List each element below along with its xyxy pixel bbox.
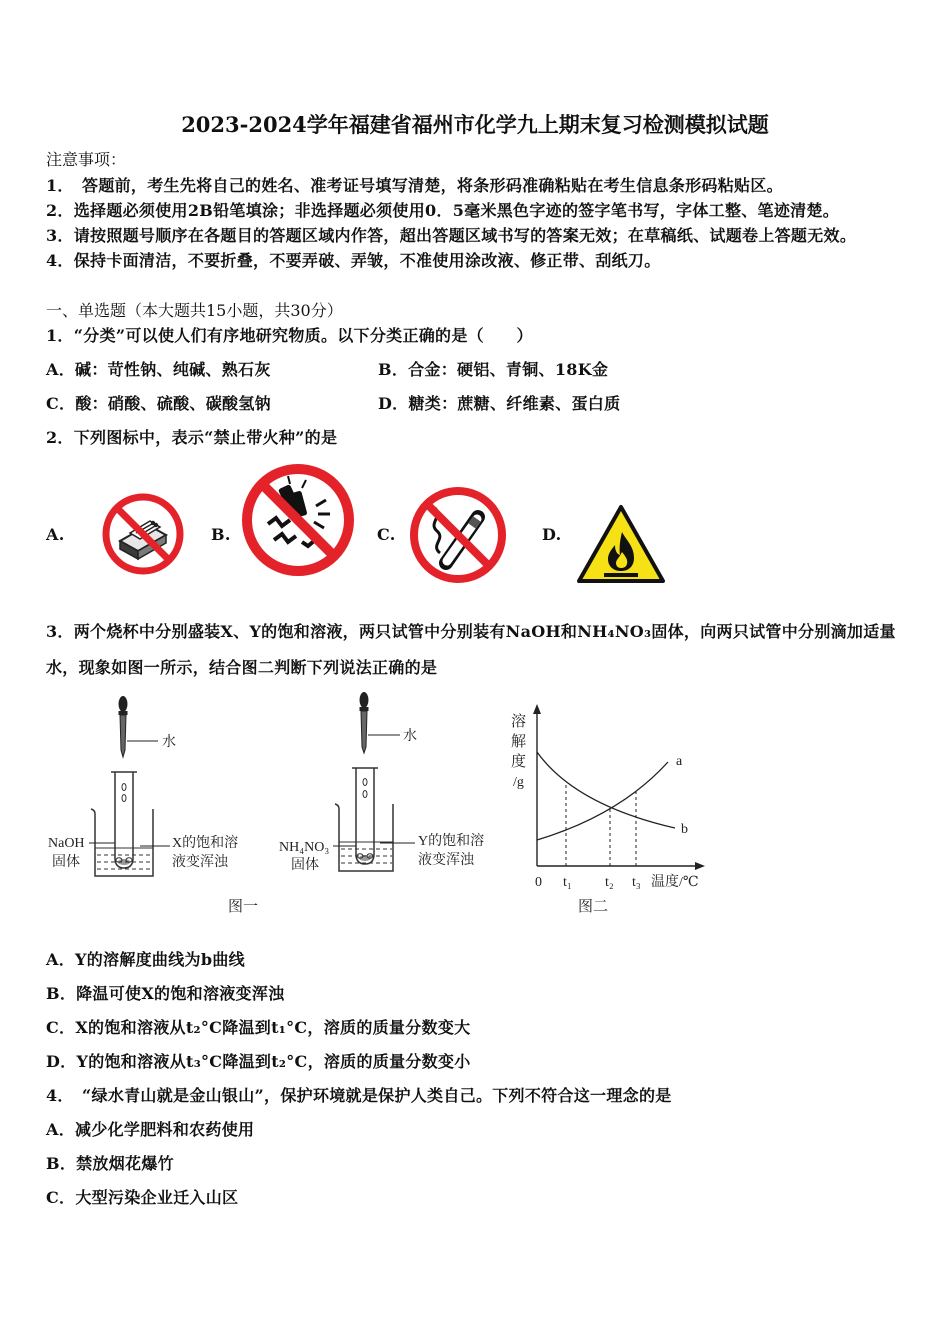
question-2-option-b-label: B.: [211, 525, 231, 544]
x-axis-arrow: [695, 862, 705, 870]
question-3-figures: [0, 688, 950, 920]
question-4-option-a: A．减少化学肥料和农药使用: [46, 1120, 255, 1139]
dropper-left: [119, 696, 128, 757]
solution-label-right-1: Y的饱和溶: [418, 834, 485, 849]
no-smoking-sign-icon: [406, 483, 510, 587]
question-2-option-a-label: A.: [46, 525, 65, 544]
figure-2: [511, 704, 705, 915]
figure-1: [48, 692, 484, 915]
figure-1-caption: 图一: [228, 899, 259, 915]
y-label-char: 度: [511, 754, 527, 770]
question-3-stem-line-2: 水，现象如图一所示，结合图二判断下列说法正确的是: [46, 658, 438, 677]
curve-b-label: b: [681, 822, 688, 837]
notice-item: 3．请按照题号顺序在各题目的答题区域内作答，超出答题区域书写的答案无效；在草稿纸、试题卷上答题无效。: [46, 226, 857, 245]
question-1-option-d: D．糖类：蔗糖、纤维素、蛋白质: [378, 394, 621, 413]
x-tick-t1: t₁: [563, 875, 572, 890]
question-1-stem: 1．“分类”可以使人们有序地研究物质。以下分类正确的是（ ）: [46, 326, 533, 345]
question-2-option-d-label: D.: [542, 525, 562, 544]
dropper-right: [360, 692, 369, 753]
solid-label-right-2: 固体: [291, 858, 319, 873]
y-label-char: /g: [513, 775, 524, 790]
figure-2-caption: 图二: [578, 899, 609, 915]
question-3-option-a: A．Y的溶解度曲线为b曲线: [46, 950, 245, 969]
question-4-option-b: B．禁放烟花爆竹: [46, 1154, 174, 1173]
water-label-right: 水: [403, 729, 417, 744]
x-axis-label: 温度/℃: [651, 875, 699, 890]
solution-label-left-1: X的饱和溶: [172, 836, 239, 851]
solution-label-left-2: 液变浑浊: [172, 855, 228, 870]
flammable-warning-sign-icon: [574, 502, 668, 586]
y-axis-arrow: [533, 704, 541, 714]
solid-label-left: NaOH: [48, 836, 85, 851]
test-tube-left: [111, 772, 137, 868]
notice-item: 4．保持卡面清洁，不要折叠，不要弄破、弄皱，不准使用涂改液、修正带、刮纸刀。: [46, 251, 661, 270]
question-2-option-c-label: C.: [377, 525, 396, 544]
solid-label-right: NH₄NO₃: [279, 840, 330, 855]
solid-label-left-2: 固体: [52, 855, 80, 870]
no-firecrackers-sign-icon: [240, 462, 356, 578]
x-tick-t2: t₂: [605, 875, 614, 890]
question-1-option-c: C．酸：硝酸、硫酸、碳酸氢钠: [46, 394, 271, 413]
test-tube-right: [352, 768, 378, 864]
question-3-option-d: D．Y的饱和溶液从t₃°C降温到t₂°C，溶质的质量分数变小: [46, 1052, 471, 1071]
question-3-option-c: C．X的饱和溶液从t₂°C降温到t₁°C，溶质的质量分数变大: [46, 1018, 471, 1037]
curve-b: [537, 752, 675, 828]
notice-item: 2．选择题必须使用2B铅笔填涂；非选择题必须使用0．5毫米黑色字迹的签字笔书写，字体工整、笔迹清楚。: [46, 201, 840, 220]
notice-item: 1． 答题前，考生先将自己的姓名、准考证号填写清楚，将条形码准确粘贴在考生信息条形码粘贴区。: [46, 176, 783, 195]
question-4-stem: 4． “绿水青山就是金山银山”，保护环境就是保护人类自己。下列不符合这一理念的是: [46, 1086, 672, 1105]
question-3-option-b: B．降温可使X的饱和溶液变浑浊: [46, 984, 285, 1003]
notice-heading: 注意事项：: [46, 150, 127, 169]
question-4-option-c: C．大型污染企业迁入山区: [46, 1188, 239, 1207]
question-2-stem: 2．下列图标中，表示“禁止带火种”的是: [46, 428, 338, 447]
question-3-stem-line-1: 3．两个烧杯中分别盛装X、Y的饱和溶液，两只试管中分别装有NaOH和NH₄NO₃固体，向两只试管中分别滴加适量: [46, 622, 896, 641]
water-label-left: 水: [162, 735, 176, 750]
y-label-char: 解: [511, 734, 527, 750]
question-1-option-a: A．碱：苛性钠、纯碱、熟石灰: [46, 360, 271, 379]
section-title: 一、单选题（本大题共15小题，共30分）: [46, 301, 343, 320]
page-title: 2023-2024学年福建省福州市化学九上期末复习检测模拟试题: [181, 112, 769, 137]
y-label-char: 溶: [511, 714, 527, 730]
solution-label-right-2: 液变浑浊: [418, 853, 474, 868]
question-1-option-b: B．合金：硬铝、青铜、18K金: [378, 360, 609, 379]
curve-a-label: a: [676, 754, 683, 769]
x-tick-t3: t₃: [632, 875, 641, 890]
no-matches-sign-icon: [100, 487, 186, 581]
origin-label: 0: [535, 875, 542, 890]
